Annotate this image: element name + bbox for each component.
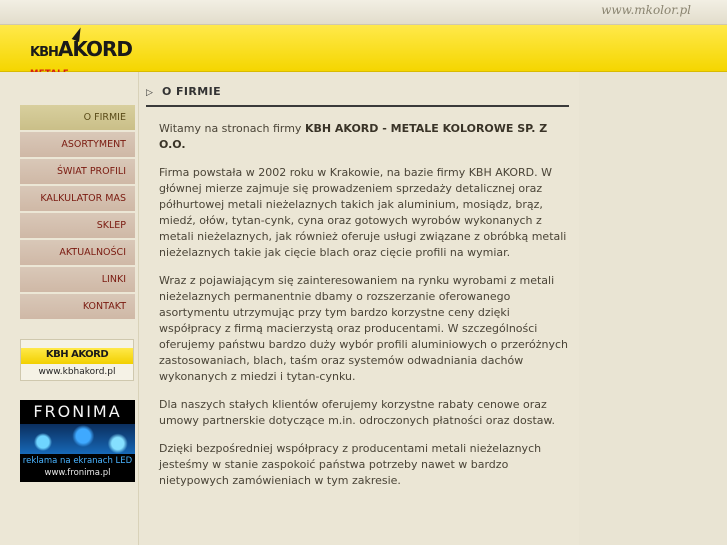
menu-item-o-firmie[interactable]: O FIRMIE [20, 105, 135, 130]
intro-paragraph: Witamy na stronach firmy KBH AKORD - METALE KOLOROWE SP. Z O.O. [159, 122, 548, 151]
header [0, 25, 727, 72]
menu-item-aktualnosci[interactable]: AKTUALNOŚCI [20, 240, 135, 265]
top-bar [0, 0, 727, 25]
site-url[interactable]: www.mkolor.pl [601, 3, 691, 17]
banner-kbh-logo: KBH AKORD [45, 349, 109, 360]
fronima-brand: FRONIMA [33, 402, 122, 421]
page-title [146, 85, 569, 107]
page-title-text: O FIRMIE [162, 85, 222, 98]
main-menu [20, 105, 135, 321]
paragraph: Dzięki bezpośredniej współpracy z producentami metali nieżelaznych jesteśmy w stanie zaspokoić państwa potrzeby nawet w bardzo nietypowych zamówieniach w tym zakresie. [159, 442, 542, 487]
article-body [159, 121, 569, 501]
menu-item-linki[interactable]: LINKI [20, 267, 135, 292]
menu-item-kalkulator-mas[interactable]: KALKULATOR MAS [20, 186, 135, 211]
logo-wordmark: KBHAKORD [30, 37, 132, 61]
kbhakord-banner[interactable] [20, 339, 134, 381]
fronima-banner[interactable] [20, 400, 135, 482]
paragraph: Firma powstała w 2002 roku w Krakowie, na bazie firmy KBH AKORD. W głównej mierze zajmuje się prowadzeniem sprzedaży detalicznej oraz półhurtowej metali nieżelaznych takich jak aluminium, mosiądz, brąz, miedź, ołów, tytan-cynk, cyna oraz gotowych wyrobów wykonanych z metali nieżelaznych, jak również oferuje usługi związane z obróbką metali nieżelaznych takie jak cięcie blach oraz cięcie profili na wymiar. [159, 166, 567, 259]
menu-item-sklep[interactable]: SKLEP [20, 213, 135, 238]
banner-kbh-link[interactable]: www.kbhakord.pl [38, 367, 116, 377]
company-name: KBH AKORD - METALE KOLOROWE SP. Z O.O. [159, 122, 548, 151]
menu-item-swiat-profili[interactable]: ŚWIAT PROFILI [20, 159, 135, 184]
fronima-link[interactable]: www.fronima.pl [44, 468, 111, 478]
menu-item-kontakt[interactable]: KONTAKT [20, 294, 135, 319]
menu-item-asortyment[interactable]: ASORTYMENT [20, 132, 135, 157]
right-column [579, 72, 727, 545]
arrow-right-icon: ▷ [146, 88, 154, 98]
led-lights-image [20, 424, 135, 454]
fronima-ad-text: reklama na ekranach LED [22, 456, 133, 466]
paragraph: Wraz z pojawiającym się zainteresowaniem na rynku wyrobami z metali nieżelaznych permanentnie dbamy o rozszerzanie oferowanego asortymentu utrzymując przy tym bardzo korzystne ceny dzięki współpracy z firmą macierzystą oraz producentami. W szczególności oferujemy państwu bardzo duży wybór profili aluminiowych o przeróżnych zastosowaniach, blach, taśm oraz systemów odwadniania dachów wykonanych z miedzi i tytan-cynku. [159, 274, 569, 383]
paragraph: Dla naszych stałych klientów oferujemy korzystne rabaty cenowe oraz umowy partnerskie dotyczące m.in. odroczonych płatności oraz dostaw. [159, 398, 556, 427]
